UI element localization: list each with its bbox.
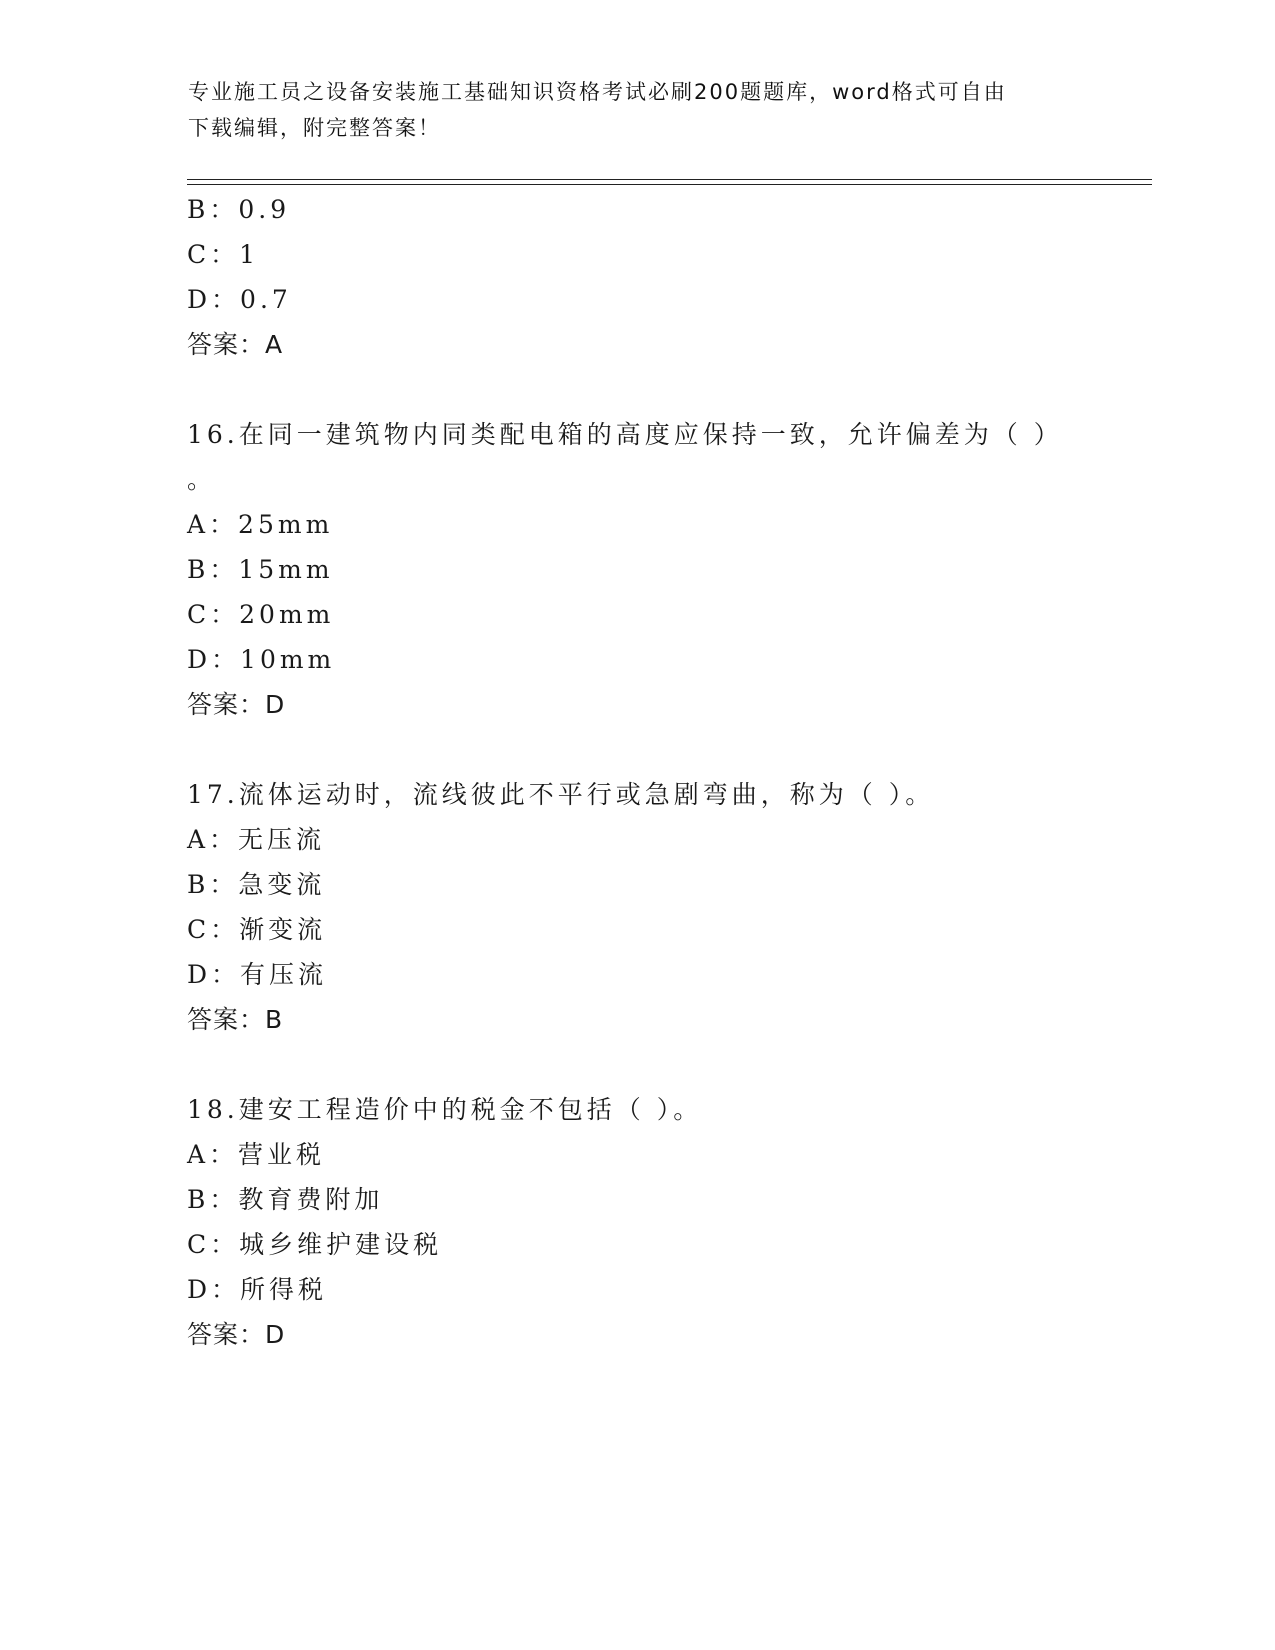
option-c: C：20mm [187,600,335,629]
option-c: C：1 [187,240,260,269]
option-d: D：所得税 [187,1275,328,1304]
option-d: D：有压流 [187,960,328,989]
option-a: A：营业税 [187,1140,326,1169]
header-line-2: 下载编辑，附完整答案！ [188,116,441,140]
option-d: D：0.7 [187,285,292,314]
option-b: B：急变流 [187,870,326,899]
option-b: B：15mm [187,555,334,584]
question-stem-continuation: 。 [187,465,217,494]
header-divider-top [187,179,1152,180]
question-stem: 17.流体运动时，流线彼此不平行或急剧弯曲，称为（ ）。 [187,780,935,809]
option-b: B：0.9 [187,195,291,224]
option-d: D：10mm [187,645,336,674]
option-a: A：无压流 [187,825,326,854]
answer-text: 答案：D [187,690,286,719]
option-c: C：城乡维护建设税 [187,1230,443,1259]
question-stem: 16.在同一建筑物内同类配电箱的高度应保持一致，允许偏差为（ ） [187,420,1063,449]
header-divider-bottom [187,184,1152,185]
question-stem: 18.建安工程造价中的税金不包括（ ）。 [187,1095,703,1124]
header-line-1: 专业施工员之设备安装施工基础知识资格考试必刷200题题库，word格式可自由 [188,80,1007,104]
document-header [188,74,1068,146]
option-b: B：教育费附加 [187,1185,384,1214]
answer-text: 答案：D [187,1320,286,1349]
answer-text: 答案：B [187,1005,284,1034]
option-c: C：渐变流 [187,915,327,944]
option-a: A：25mm [187,510,334,539]
answer-text: 答案：A [187,330,284,359]
